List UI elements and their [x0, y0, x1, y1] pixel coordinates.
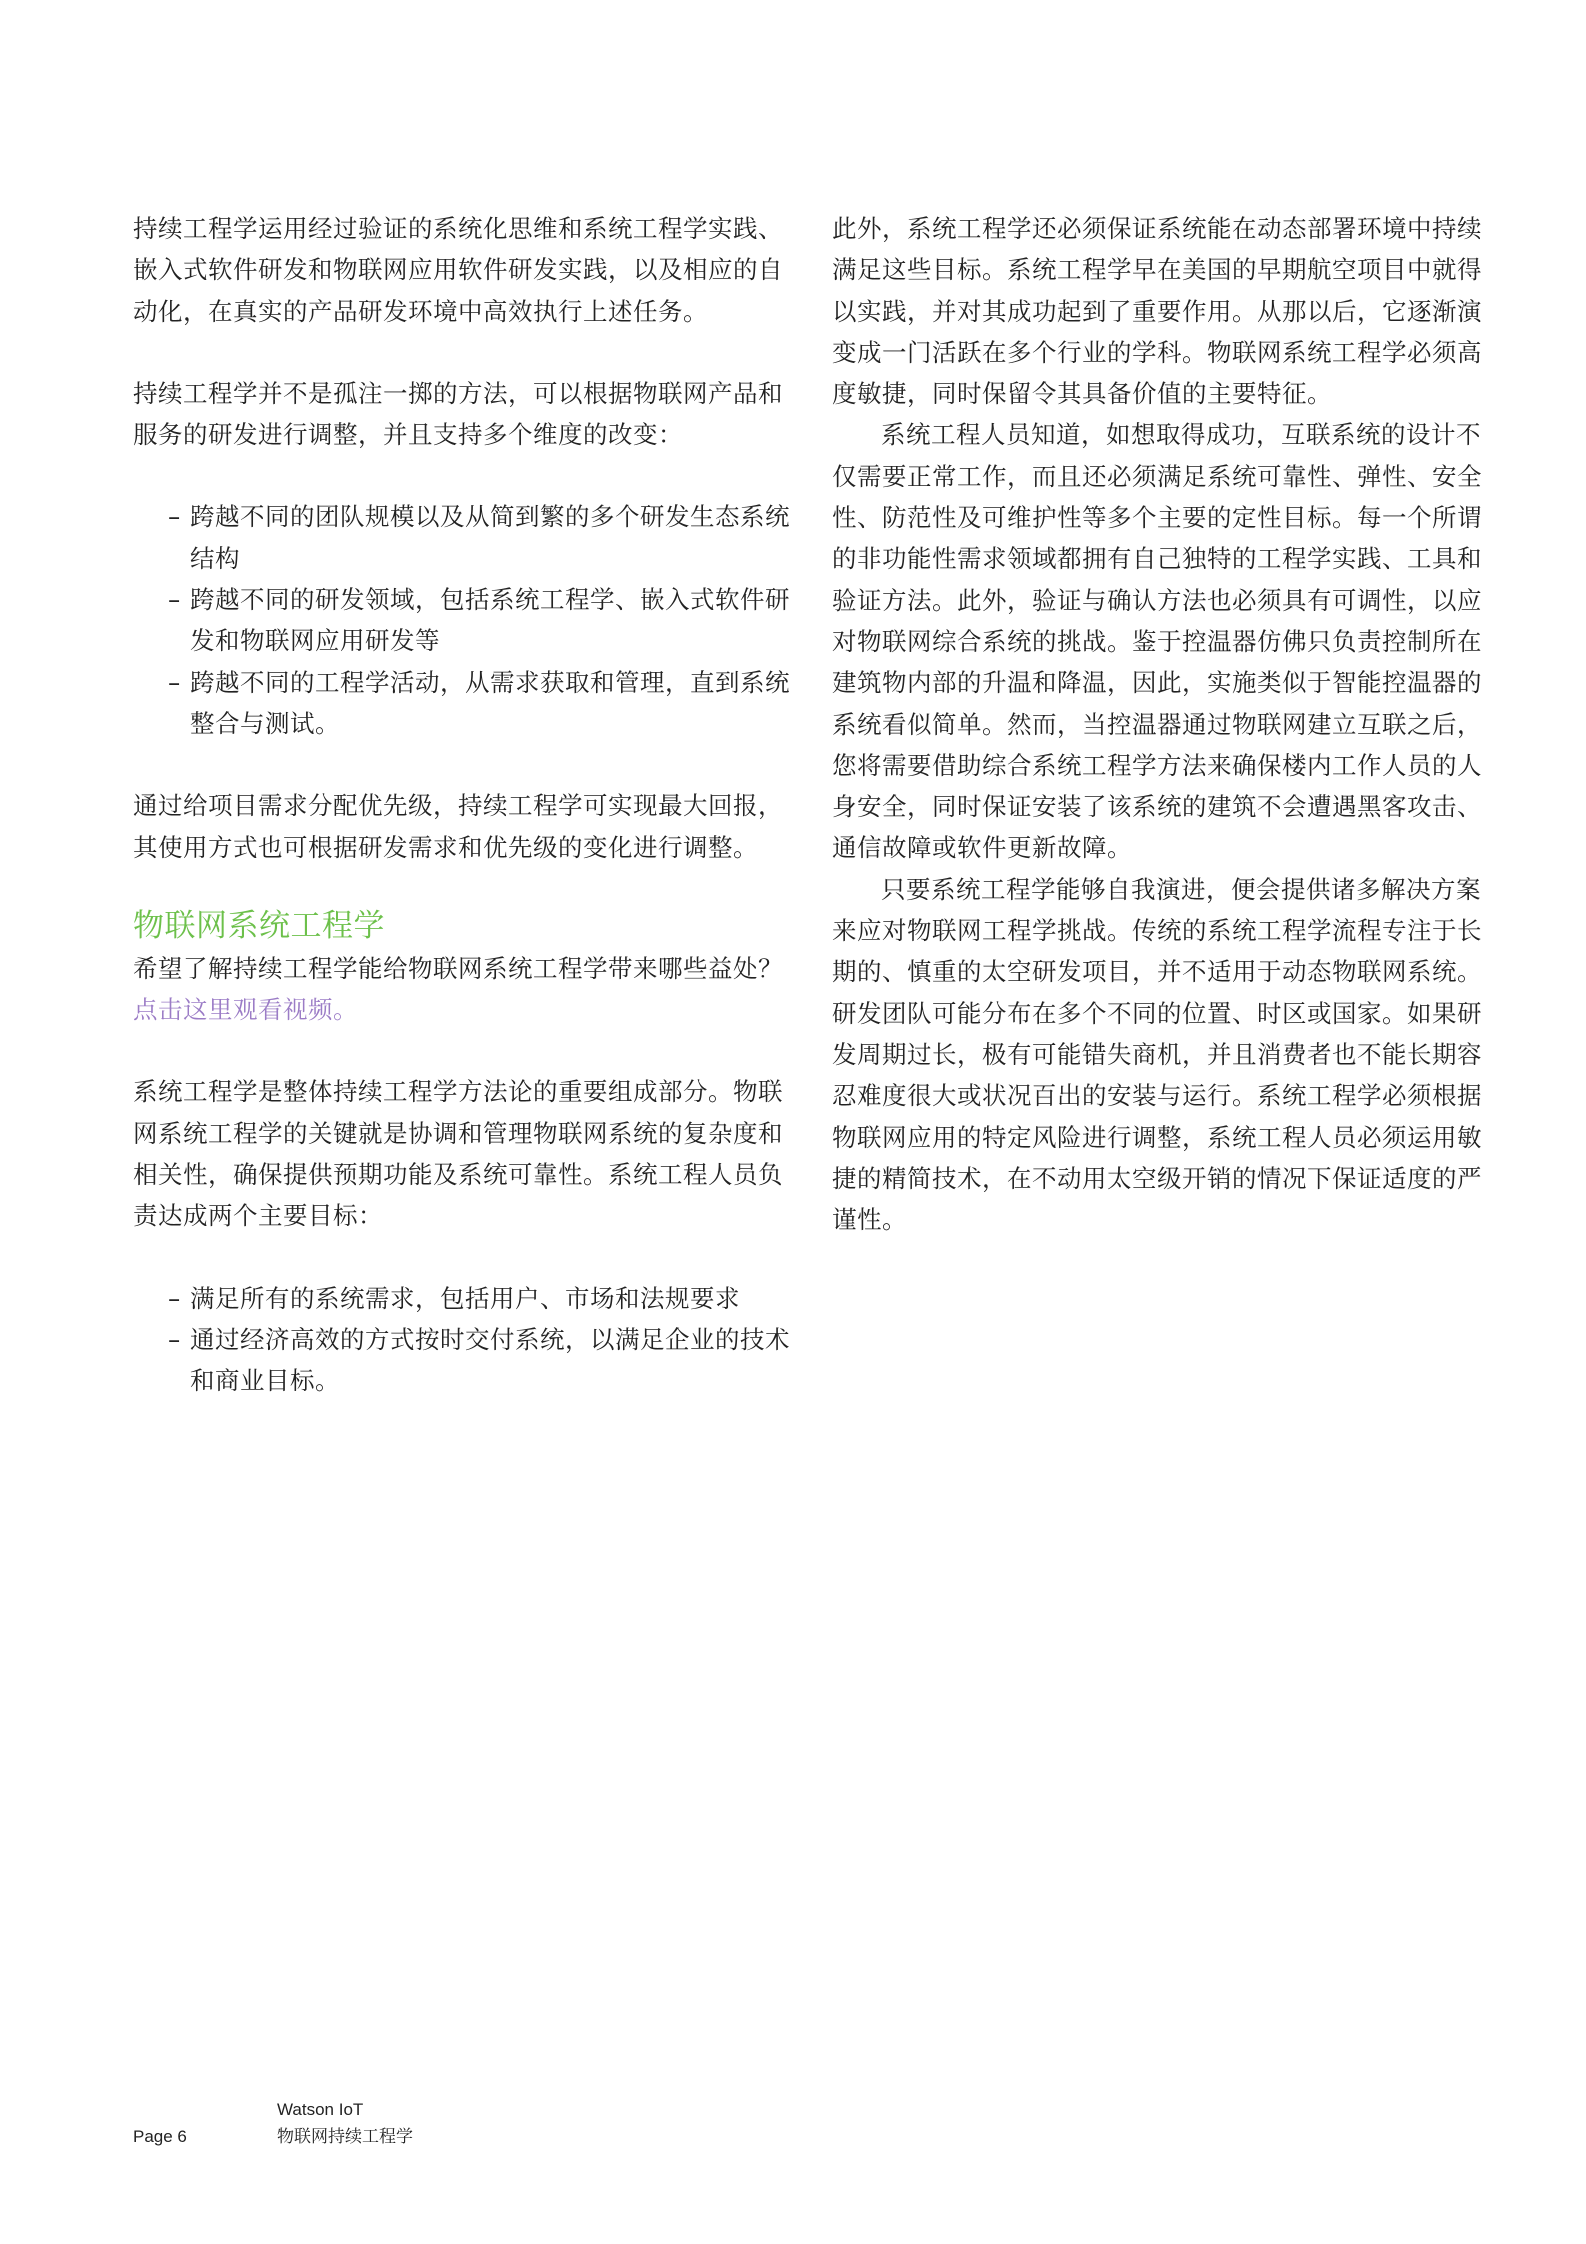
- flexibility-paragraph: 持续工程学并不是孤注一掷的方法，可以根据物联网产品和服务的研发进行调整，并且支持多个维度的改变：: [133, 378, 783, 450]
- intro-paragraph: 持续工程学运用经过验证的系统化思维和系统工程学实践、嵌入式软件研发和物联网应用软件研发实践，以及相应的自动化，在真实的产品研发环境中高效执行上述任务。: [133, 214, 783, 326]
- goals-list: [133, 1278, 793, 1402]
- footer-brand: Watson IoT: [277, 2100, 364, 2119]
- list-item: – 满足所有的系统需求，包括用户、市场和法规要求: [168, 1278, 793, 1319]
- list-item: – 通过经济高效的方式按时交付系统，以满足企业的技术和商业目标。: [168, 1319, 793, 1402]
- priority-paragraph: 通过给项目需求分配优先级，持续工程学可实现最大回报，其使用方式也可根据研发需求和优先级的变化进行调整。: [133, 791, 783, 862]
- watch-video-link[interactable]: 点击这里观看视频。: [133, 995, 358, 1025]
- right-column: [832, 208, 1492, 1240]
- list-item: – 跨越不同的工程学活动，从需求获取和管理，直到系统整合与测试。: [168, 662, 793, 745]
- section-heading: 物联网系统工程学: [133, 907, 385, 944]
- nonfunctional-paragraph: 系统工程人员知道，如想取得成功，互联系统的设计不仅需要正常工作，而且还必须满足系统可靠性、弹性、安全性、防范性及可维护性等多个主要的定性目标。每一个所谓的非功能性需求领域都拥有自己独特的工程学实践、工具和验证方法。此外，验证与确认方法也必须具有可调性，以应对物联网综合系统的挑战。鉴于控温器仿佛只负责控制所在建筑物内部的升温和降温，因此，实施类似于智能控温器的系统看似简单。然而，当控温器通过物联网建立互联之后，您将需要借助综合系统工程学方法来确保楼内工作人员的人身安全，同时保证安装了该系统的建筑不会遭遇黑客攻击、通信故障或软件更新故障。: [832, 420, 1482, 863]
- list-item: – 跨越不同的研发领域，包括系统工程学、嵌入式软件研发和物联网应用研发等: [168, 579, 793, 662]
- page-number: Page 6: [133, 2127, 187, 2146]
- left-column: [133, 208, 793, 1402]
- dimensions-list: [133, 496, 793, 744]
- list-item: – 跨越不同的团队规模以及从简到繁的多个研发生态系统结构: [168, 496, 793, 579]
- continuation-paragraph: 此外，系统工程学还必须保证系统能在动态部署环境中持续满足这些目标。系统工程学早在美国的早期航空项目中就得以实践，并对其成功起到了重要作用。从那以后，它逐渐演变成一门活跃在多个行业的学科。物联网系统工程学必须高度敏捷，同时保留令其具备价值的主要特征。: [832, 214, 1482, 409]
- footer-doc-title: 物联网持续工程学: [277, 2127, 413, 2146]
- evolution-paragraph: 只要系统工程学能够自我演进，便会提供诸多解决方案来应对物联网工程学挑战。传统的系统工程学流程专注于长期的、慎重的太空研发项目，并不适用于动态物联网系统。研发团队可能分布在多个不同的位置、时区或国家。如果研发周期过长，极有可能错失商机，并且消费者也不能长期容忍难度很大或状况百出的安装与运行。系统工程学必须根据物联网应用的特定风险进行调整，系统工程人员必须运用敏捷的精简技术，在不动用太空级开销的情况下保证适度的严谨性。: [832, 874, 1482, 1235]
- systems-engineering-paragraph: 系统工程学是整体持续工程学方法论的重要组成部分。物联网系统工程学的关键就是协调和管理物联网系统的复杂度和相关性，确保提供预期功能及系统可靠性。系统工程人员负责达成两个主要目标：: [133, 1077, 783, 1231]
- question-paragraph: 希望了解持续工程学能给物联网系统工程学带来哪些益处？: [133, 953, 783, 983]
